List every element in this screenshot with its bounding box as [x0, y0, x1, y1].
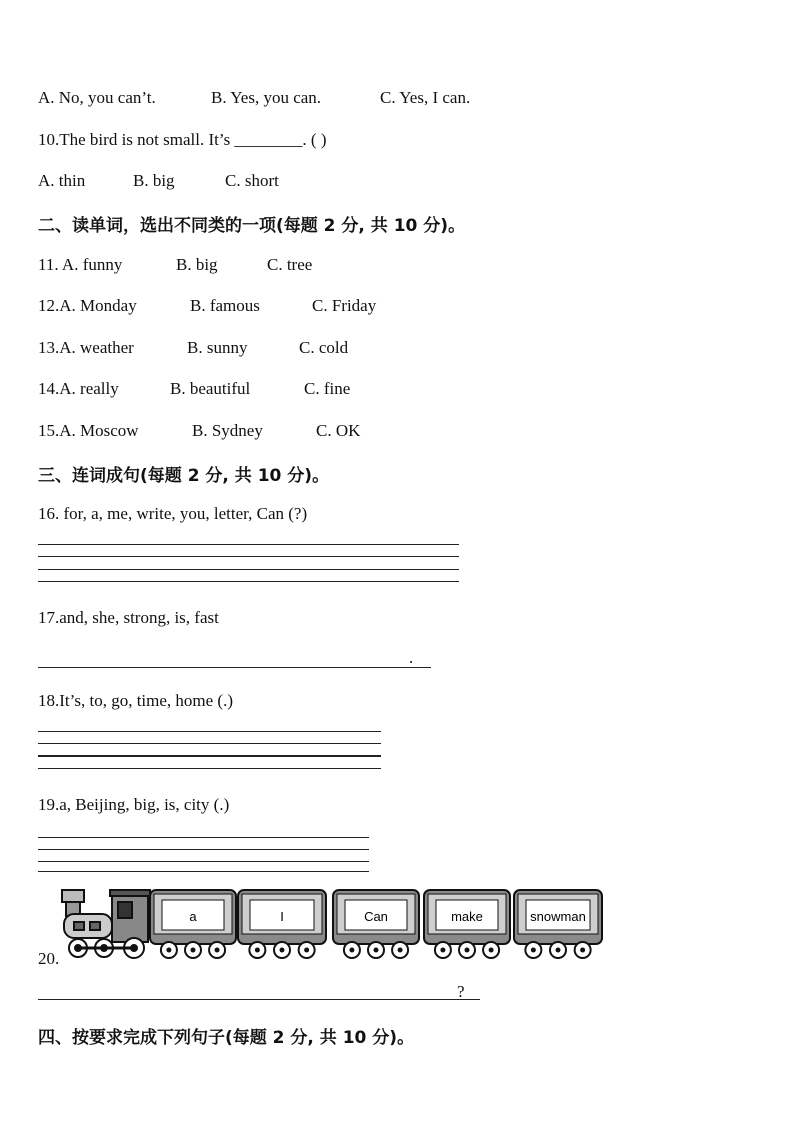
q12-a: 12.A. Monday [38, 296, 137, 315]
train-car-word: a [189, 909, 197, 924]
q17-end-mark: . [409, 648, 414, 667]
writing-line[interactable] [38, 743, 381, 744]
train-car [333, 890, 419, 958]
answer-line[interactable] [38, 667, 430, 668]
q13-a: 13.A. weather [38, 338, 134, 357]
section3-heading: 三、连词成句(每题 2 分, 共 10 分)。 [38, 466, 330, 486]
q19-prompt: 19.a, Beijing, big, is, city (.) [38, 795, 230, 814]
writing-line[interactable] [38, 544, 459, 545]
writing-line[interactable] [38, 556, 459, 557]
q17-prompt: 17.and, she, strong, is, fast [38, 608, 219, 627]
train-car [424, 890, 510, 958]
writing-line[interactable] [38, 837, 369, 838]
q9-option-a: A. No, you can’t. [38, 88, 156, 107]
q18-prompt: 18.It’s, to, go, time, home (.) [38, 691, 234, 710]
writing-line[interactable] [38, 569, 459, 570]
writing-line[interactable] [38, 861, 369, 862]
q12-c: C. Friday [312, 296, 377, 315]
writing-line[interactable] [38, 849, 369, 850]
q11-b: B. big [176, 255, 218, 274]
writing-line[interactable] [38, 768, 381, 769]
writing-line[interactable] [38, 755, 381, 757]
train-car-word: Can [364, 909, 388, 924]
q10-option-c: C. short [225, 171, 279, 190]
q10-option-a: A. thin [38, 171, 86, 190]
locomotive-icon [62, 890, 150, 958]
q16-prompt: 16. for, a, me, write, you, letter, Can (?) [38, 504, 308, 523]
q12-b: B. famous [190, 296, 260, 315]
q11-c: C. tree [267, 255, 313, 274]
answer-line-tail [420, 667, 431, 668]
q11-a: 11. A. funny [38, 255, 123, 274]
train-cars [150, 890, 602, 958]
train-car-word: make [451, 909, 483, 924]
writing-line[interactable] [38, 731, 381, 732]
q9-option-c: C. Yes, I can. [380, 88, 471, 107]
train-car [238, 890, 326, 958]
section4-heading: 四、按要求完成下列句子(每题 2 分, 共 10 分)。 [38, 1028, 415, 1048]
q14-c: C. fine [304, 379, 351, 398]
q9-option-b: B. Yes, you can. [211, 88, 322, 107]
train-illustration [60, 886, 605, 966]
train-car-word: snowman [530, 909, 586, 924]
q10-option-b: B. big [133, 171, 175, 190]
train-car [150, 890, 236, 958]
q14-a: 14.A. really [38, 379, 119, 398]
writing-line[interactable] [38, 581, 459, 582]
q20-end-mark: ? [457, 982, 465, 1001]
q13-c: C. cold [299, 338, 349, 357]
q15-c: C. OK [316, 421, 361, 440]
q15-b: B. Sydney [192, 421, 263, 440]
q15-a: 15.A. Moscow [38, 421, 139, 440]
section2-heading: 二、读单词，选出不同类的一项(每题 2 分, 共 10 分)。 [38, 216, 466, 236]
writing-line[interactable] [38, 871, 369, 872]
q14-b: B. beautiful [170, 379, 251, 398]
train-car [514, 890, 602, 958]
q13-b: B. sunny [187, 338, 248, 357]
answer-line[interactable] [38, 999, 480, 1000]
train-car-word: I [280, 909, 284, 924]
q20-label: 20. [38, 949, 60, 968]
q10-text: 10.The bird is not small. It’s ________. ( ) [38, 130, 327, 149]
